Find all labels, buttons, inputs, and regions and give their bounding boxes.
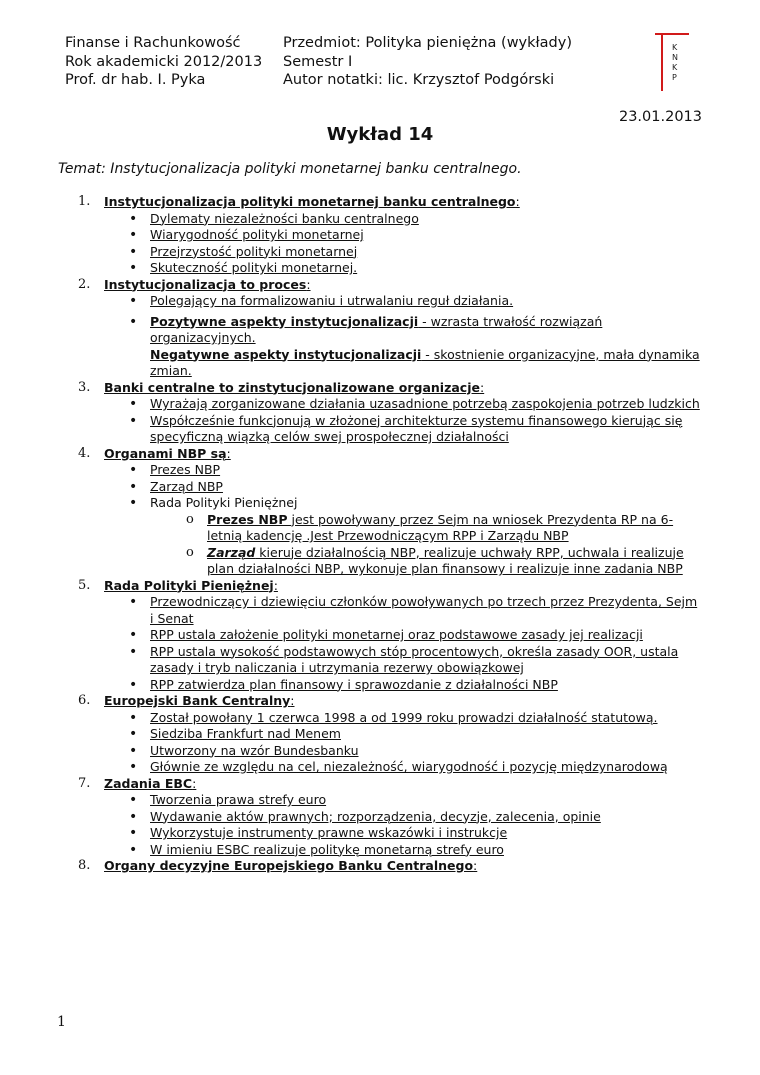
list-item (0, 792, 760, 809)
section-title: Rada Polityki Pieniężnej (104, 577, 274, 593)
list-item-text: Dylematy niezależności banku centralnego (150, 210, 419, 226)
negative-aspects-label: Negatywne aspekty instytucjonalizacji (150, 346, 422, 362)
positive-aspects-label: Pozytywne aspekty instytucjonalizacji (150, 313, 419, 329)
section-number: 8. (78, 858, 91, 873)
section-number: 5. (78, 577, 91, 593)
section-heading (0, 776, 760, 793)
section-suffix: : (473, 858, 478, 873)
list-item (0, 314, 760, 380)
section-title: Europejski Bank Centralny (104, 693, 291, 708)
list-item-text: Utworzony na wzór Bundesbanku (150, 742, 359, 758)
list-item-text: Został powołany 1 czerwca 1998 a od 1999 roku prowadzi działalność statutową. (150, 709, 658, 725)
header-left (65, 34, 262, 90)
sub-list-item (0, 512, 760, 545)
sub-list-item (0, 545, 760, 578)
list-item (0, 825, 760, 842)
list-item-text: Wykorzystuje instrumenty prawne wskazówki i instrukcje (150, 825, 508, 840)
header-semester: Semestr I (283, 53, 353, 70)
list-item-text: Siedziba Frankfurt nad Menem (150, 726, 341, 741)
list-item-text: RPP zatwierdza plan finansowy i sprawozdanie z działalności NBP (150, 676, 558, 692)
list-item-text: RPP ustala wysokość podstawowych stóp procentowych, określa zasady OOR, ustala zasady i tryb naliczania i utrzymania rezerwy obowiązkowej (150, 643, 679, 675)
list-item-text: Zarząd NBP (150, 478, 223, 494)
list-item (0, 244, 760, 261)
section-suffix: : (515, 194, 520, 209)
list-item (0, 479, 760, 496)
logo-letter: K (672, 43, 678, 52)
section-title: Instytucjonalizacja polityki monetarnej banku centralnego (104, 194, 516, 209)
lecture-notes (0, 194, 760, 875)
knkp-logo (655, 33, 689, 91)
logo-letter: N (672, 53, 678, 62)
header-academic-year: Rok akademicki 2012/2013 (65, 53, 263, 70)
sub-item-label: Zarząd (207, 544, 256, 560)
header-right (283, 34, 572, 90)
sub-item-text: jest powoływany przez Sejm na wniosek Prezydenta RP na 6-letnią kadencję .Jest Przewodniczącym RPP i Zarządu NBP (207, 511, 674, 543)
section-heading (0, 858, 760, 875)
list-item-text: Współcześnie funkcjonują w złożonej architekturze systemu finansowego kierując się specyficzną wiązką celów swej prospołecznej działalności (150, 412, 683, 444)
sub-item-label: Prezes NBP (207, 511, 288, 527)
section-suffix: : (273, 577, 278, 593)
logo-letter: K (672, 63, 678, 72)
list-item (0, 710, 760, 727)
header-professor: Prof. dr hab. I. Pyka (65, 72, 206, 88)
lecture-date: 23.01.2013 (618, 109, 702, 125)
section-suffix: : (290, 693, 295, 708)
section-heading (0, 578, 760, 595)
list-item (0, 726, 760, 743)
list-item (0, 227, 760, 244)
section-number: 7. (78, 775, 91, 791)
section-title: Instytucjonalizacja to proces (104, 276, 307, 292)
section-number: 1. (78, 194, 91, 209)
section-number: 3. (78, 379, 91, 395)
list-item-text: Wydawanie aktów prawnych; rozporządzenia, decyzje, zalecenia, opinie (150, 808, 601, 824)
logo-vertical-line (661, 35, 663, 91)
lecture-subject: Temat: Instytucjonalizacja polityki monetarnej banku centralnego. (58, 161, 522, 177)
list-item-text: Wiarygodność polityki monetarnej (150, 227, 364, 242)
header-subject: Przedmiot: Polityka pieniężna (wykłady) (283, 35, 572, 51)
list-item (0, 759, 760, 776)
list-item (0, 842, 760, 859)
section-number: 6. (78, 693, 91, 708)
header-faculty: Finanse i Rachunkowość (65, 35, 241, 51)
section-title: Zadania EBC (104, 775, 193, 791)
header-author: Autor notatki: lic. Krzysztof Podgórski (283, 72, 555, 88)
negative-aspects-text: - skostnienie organizacyjne, mała dynamika zmian. (150, 346, 700, 378)
positive-aspects-text: - wzrasta trwałość rozwiązań organizacyjnych. (150, 313, 603, 345)
list-item (0, 462, 760, 479)
list-item (0, 594, 760, 627)
list-item (0, 627, 760, 644)
list-item-text: Prezes NBP (150, 462, 221, 477)
section-heading (0, 380, 760, 397)
page-title: Wykład 14 (326, 124, 434, 145)
list-item-text: RPP ustala założenie polityki monetarnej oraz podstawowe zasady jej realizacji (150, 627, 643, 642)
logo-letter: P (672, 73, 677, 82)
section-title: Organy decyzyjne Europejskiego Banku Centralnego (104, 858, 474, 873)
list-item-text: Głównie ze względu na cel, niezależność, wiarygodność i pozycję międzynarodową (150, 759, 668, 774)
list-item-text: Wyrażają zorganizowane działania uzasadnione potrzebą zaspokojenia potrzeb ludzkich (150, 396, 700, 411)
list-item-text: Tworzenia prawa strefy euro (150, 792, 327, 807)
list-item (0, 677, 760, 694)
list-item (0, 743, 760, 760)
section-title: Organami NBP są (104, 445, 227, 461)
list-item-text: Przejrzystość polityki monetarnej (150, 243, 358, 259)
list-item-text: W imieniu ESBC realizuje politykę monetarną strefy euro (150, 841, 504, 857)
list-item (0, 293, 760, 310)
list-item-text: Polegający na formalizowaniu i utrwalaniu reguł działania. (150, 293, 514, 308)
list-item-text: Przewodniczący i dziewięciu członków powoływanych po trzech przez Prezydenta, Sejm i Senat (150, 594, 698, 626)
section-suffix: : (226, 445, 231, 461)
list-item (0, 644, 760, 677)
list-item-text: Rada Polityki Pieniężnej (150, 495, 298, 510)
section-suffix: : (306, 276, 311, 292)
section-heading (0, 277, 760, 294)
list-item-text: Skuteczność polityki monetarnej. (150, 260, 358, 275)
list-item (0, 260, 760, 277)
section-heading (0, 194, 760, 211)
list-item (0, 495, 760, 512)
page-number: 1 (57, 1014, 66, 1030)
section-title: Banki centralne to zinstytucjonalizowane organizacje (104, 379, 480, 395)
section-number: 2. (78, 276, 91, 292)
list-item (0, 396, 760, 413)
list-item (0, 211, 760, 228)
section-number: 4. (78, 445, 91, 461)
section-suffix: : (479, 379, 485, 395)
section-heading (0, 693, 760, 710)
list-item (0, 809, 760, 826)
list-item (0, 413, 760, 446)
section-heading (0, 446, 760, 463)
section-suffix: : (192, 775, 197, 791)
sub-item-text: kieruje działalnością NBP, realizuje uchwały RPP, uchwala i realizuje plan działalności NBP, wykonuje plan finansowy i realizuje inne zadania NBP (207, 544, 684, 576)
logo-letters (672, 43, 678, 83)
